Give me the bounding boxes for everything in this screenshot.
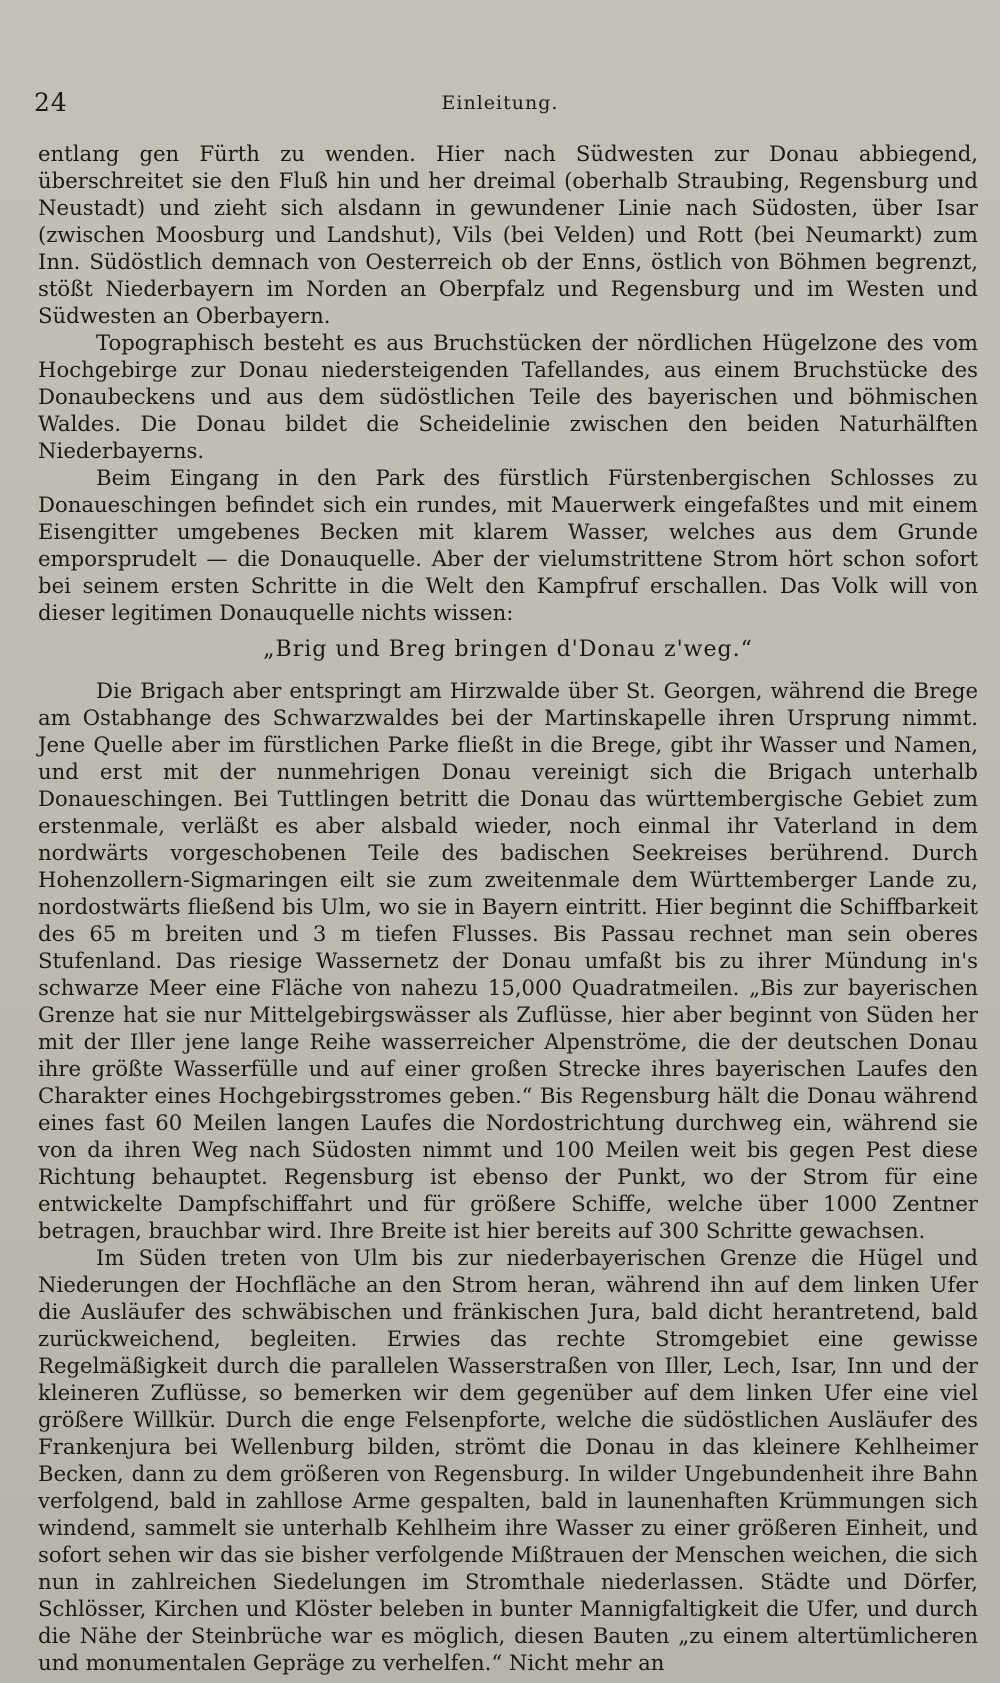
quote-line: „Brig und Breg bringen d'Donau z'weg.“: [263, 637, 753, 662]
paragraph: Topographisch besteht es aus Bruchstücken der nördlichen Hügelzone des vom Hochgebirge zur Donau niedersteigenden Tafellandes, aus einem Bruchstücke des Donaubeckens und aus dem südöstlichen Teile des bayerischen und böhmischen Waldes. Die Donau bildet die Scheidelinie zwischen den beiden Naturhälften Niederbayerns.: [38, 330, 978, 463]
paragraph: Im Süden treten von Ulm bis zur niederbayerischen Grenze die Hügel und Niederungen der Hochfläche an den Strom heran, während ihn auf dem linken Ufer die Ausläufer des schwäbischen und fränkischen Jura, bald dicht herantretend, bald zurückweichend, begleiten. Erwies das rechte Stromgebiet eine gewisse Regelmäßigkeit durch die parallelen Wasserstraßen von Iller, Lech, Isar, Inn und der kleineren Zuflüsse, so bemerken wir dem gegenüber auf dem linken Ufer eine viel größere Willkür. Durch die enge Felsenpforte, welche die südöstlichen Ausläufer des Frankenjura bei Wellenburg bilden, strömt die Donau in das kleinere Kehlheimer Becken, dann zu dem größeren von Regensburg. In wilder Ungebundenheit ihre Bahn verfolgend, bald in zahllose Arme gespalten, bald in launenhaften Krümmungen sich windend, sammelt sie unterhalb Kehlheim ihre Wasser zu einer größeren Einheit, und sofort sehen wir das sie bisher verfolgende Mißtrauen der Menschen weichen, die sich nun in zahlreichen Siedelungen im Stromthale niederlassen. Städte und Dörfer, Schlösser, Kirchen und Klöster beleben in bunter Mannigfaltigkeit die Ufer, und durch die Nähe der Steinbrüche war es möglich, diesen Bauten „zu einem altertümlicheren und monumentalen Gepräge zu verhelfen.“ Nicht mehr an: [38, 1245, 978, 1675]
paragraph: Die Brigach aber entspringt am Hirzwalde über St. Georgen, während die Brege am Ostabhange des Schwarzwaldes bei der Martinskapelle ihren Ursprung nimmt. Jene Quelle aber im fürstlichen Parke fließt in die Brege, gibt ihr Wasser und Namen, und erst mit der nunmehrigen Donau vereinigt sich die Brigach unterhalb Donaueschingen. Bei Tuttlingen betritt die Donau das württembergische Gebiet zum erstenmale, verläßt es aber alsbald wieder, noch einmal ihr Vaterland in dem nordwärts vorgeschobenen Teile des badischen Seekreises berührend. Durch Hohenzollern-Sigmaringen eilt sie zum zweitenmale dem Württemberger Lande zu, nordostwärts fließend bis Ulm, wo sie in Bayern eintritt. Hier beginnt die Schiffbarkeit des 65 m breiten und 3 m tiefen Flusses. Bis Passau rechnet man sein oberes Stufenland. Das riesige Wassernetz der Donau umfaßt bis zu ihrer Mündung in's schwarze Meer eine Fläche von nahezu 15,000 Quadratmeilen. „Bis zur bayerischen Grenze hat sie nur Mittelgebirgswässer als Zuflüsse, hier aber beginnt von Süden her mit der Iller jene lange Reihe wasserreicher Alpenströme, die der deutschen Donau ihre größte Wasserfülle und auf einer großen Strecke ihres bayerischen Laufes den Charakter eines Hochgebirgsstromes geben.“ Bis Regensburg hält die Donau während eines fast 60 Meilen langen Laufes die Nordostrichtung durchweg ein, während sie von da ihren Weg nach Südosten nimmt und 100 Meilen weit bis gegen Pest diese Richtung behauptet. Regensburg ist ebenso der Punkt, wo der Strom für eine entwickelte Dampfschiffahrt und für größere Schiffe, welche über 1000 Zentner betragen, brauchbar wird. Ihre Breite ist hier bereits auf 300 Schritte gewachsen.: [38, 678, 978, 1243]
running-title: Einleitung.: [441, 92, 559, 114]
paragraph: entlang gen Fürth zu wenden. Hier nach Südwesten zur Donau abbiegend, überschreitet sie den Fluß hin und her dreimal (oberhalb Straubing, Regensburg und Neustadt) und zieht sich alsdann in gewundener Linie nach Südosten, über Isar (zwischen Moosburg und Landshut), Vils (bei Velden) und Rott (bei Neumarkt) zum Inn. Südöstlich demnach von Oesterreich ob der Enns, östlich von Böhmen begrenzt, stößt Niederbayern im Norden an Oberpfalz und Regensburg und im Westen und Südwesten an Oberbayern.: [38, 141, 978, 328]
page-body: [38, 140, 978, 1676]
paragraph: Beim Eingang in den Park des fürstlich Fürstenbergischen Schlosses zu Donaueschingen befindet sich ein rundes, mit Mauerwerk eingefaßtes und mit einem Eisengitter umgebenes Becken mit klarem Wasser, welches aus dem Grunde emporsprudelt — die Donauquelle. Aber der vielumstrittene Strom hört schon sofort bei seinem ersten Schritte in die Welt den Kampfruf erschallen. Das Volk will von dieser legitimen Donauquelle nichts wissen:: [38, 465, 978, 625]
page-number: 24: [34, 88, 68, 117]
